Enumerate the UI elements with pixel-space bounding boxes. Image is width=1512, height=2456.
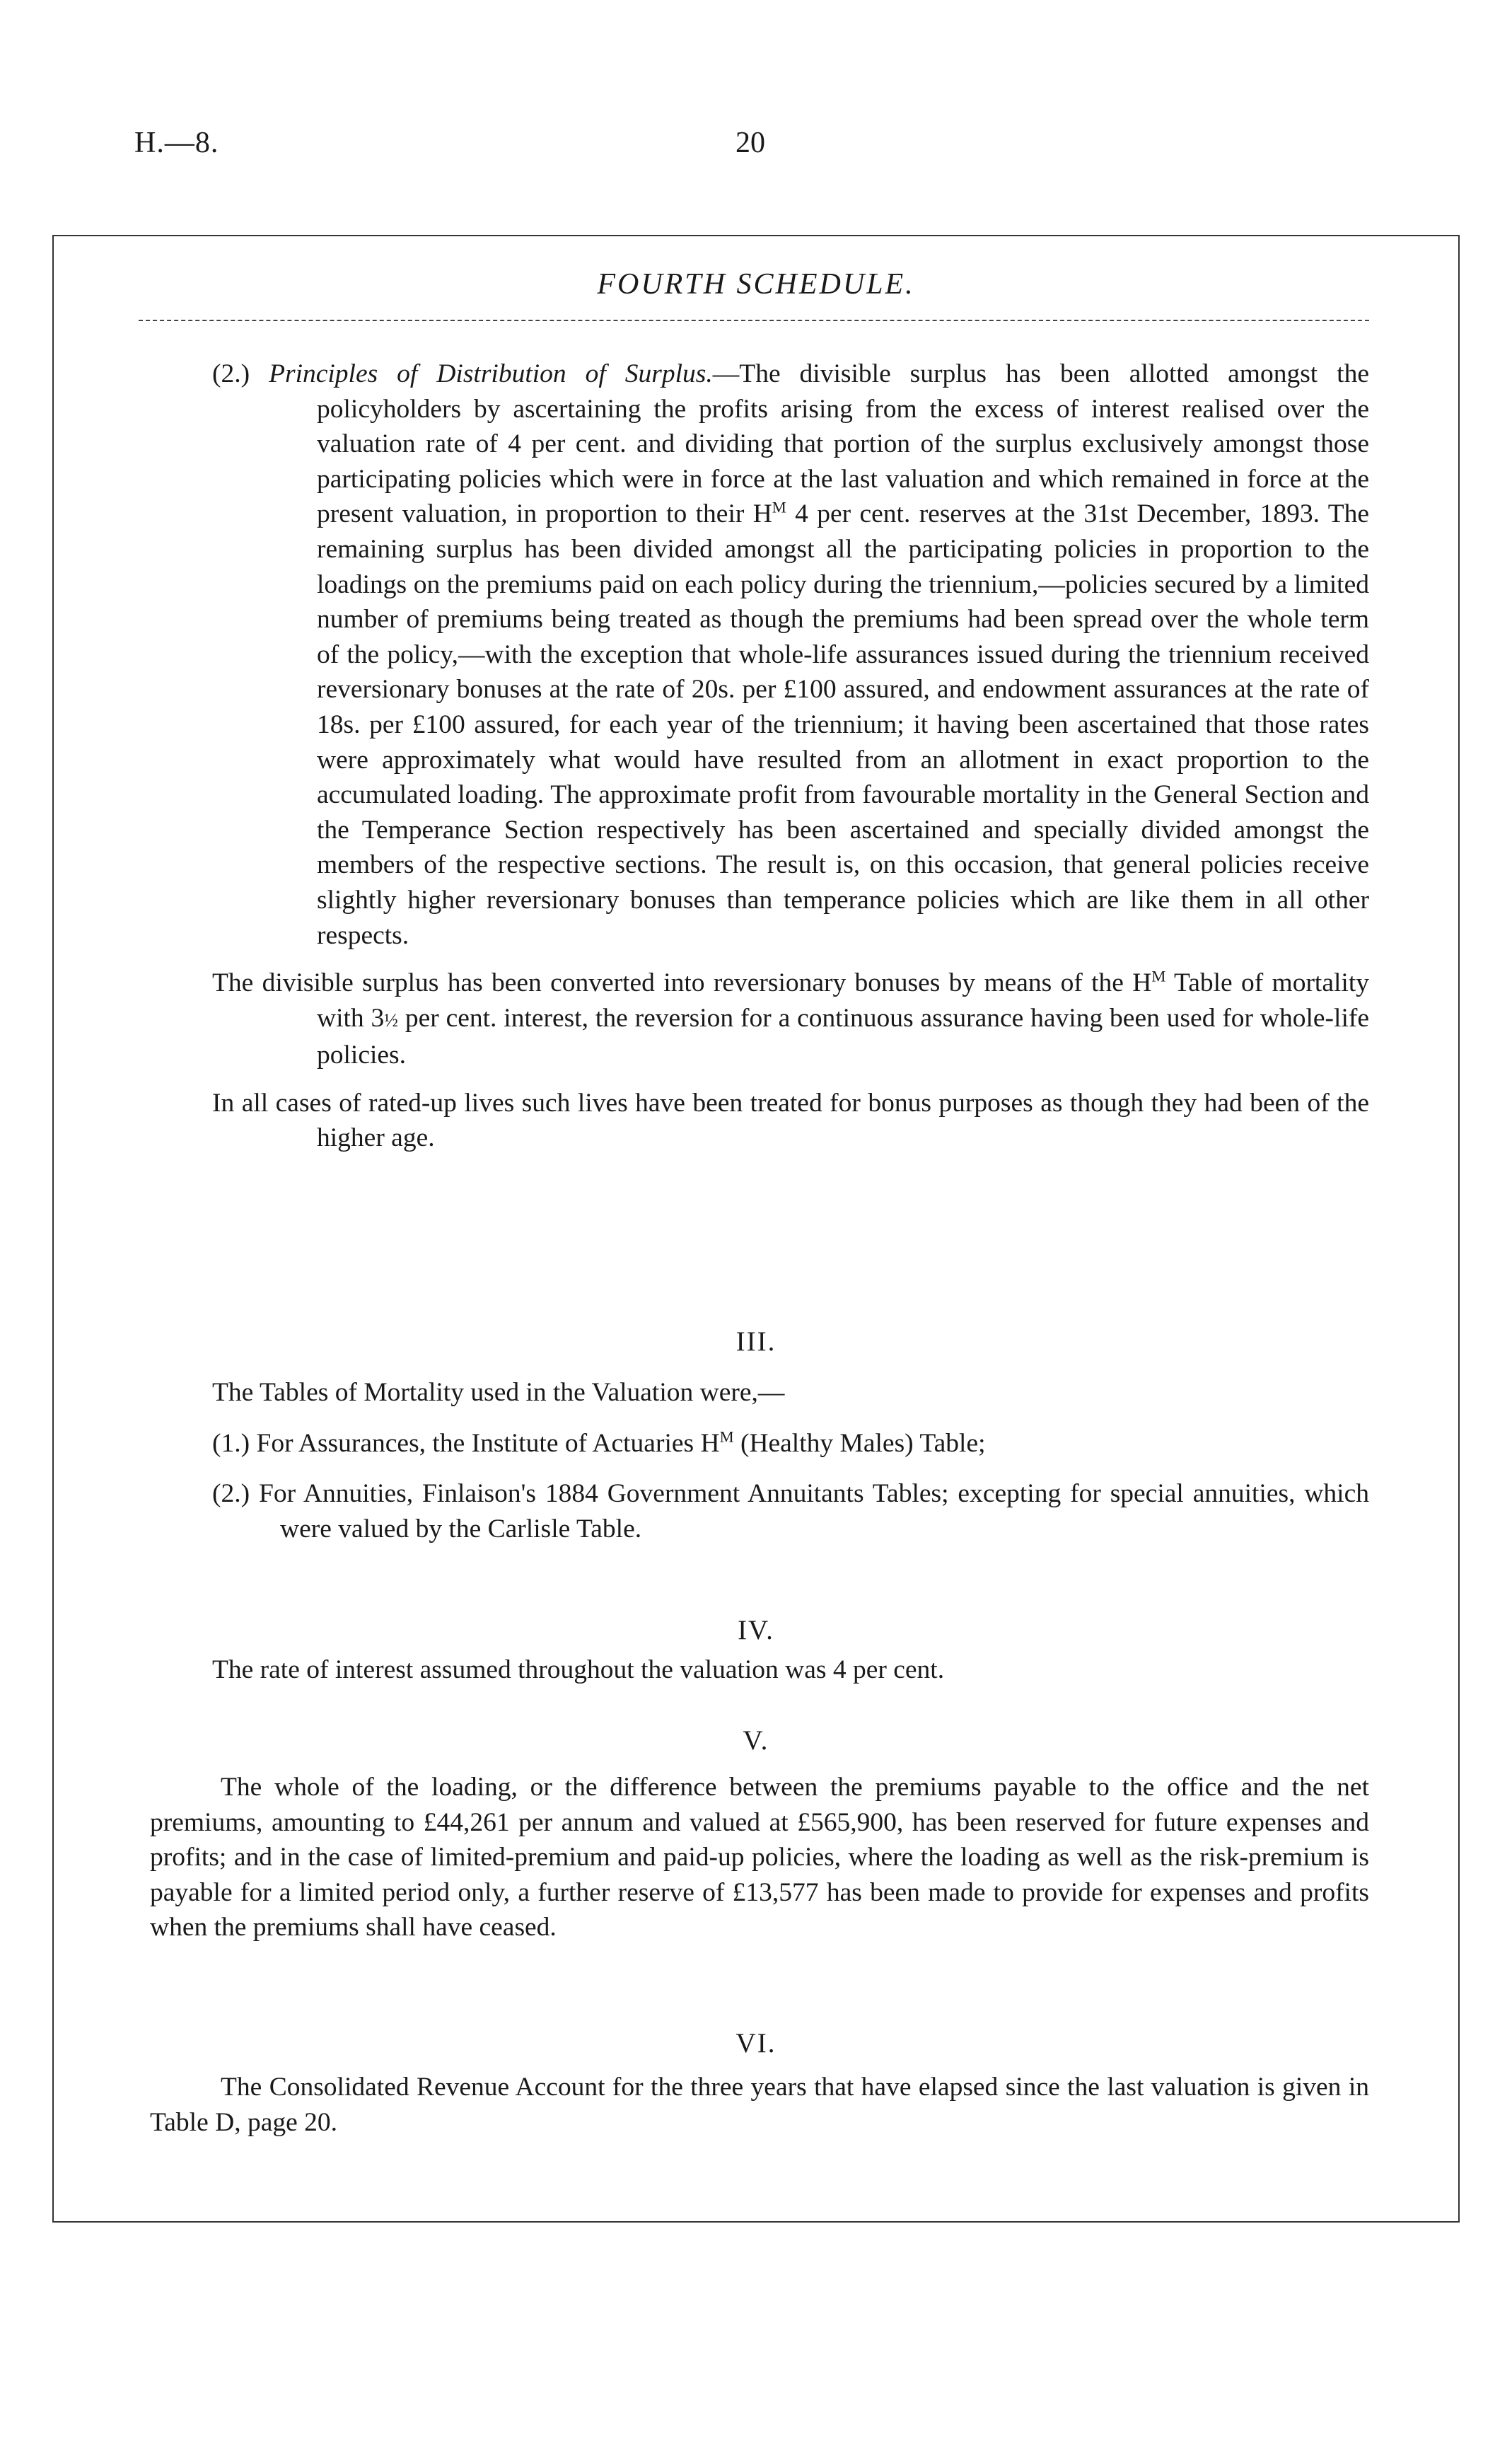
section-3-item-1-text-a: (1.) For Assurances, the Institute of Actuaries H bbox=[212, 1428, 720, 1458]
section-4-body bbox=[212, 1652, 1369, 1688]
principles-number: (2.) bbox=[212, 359, 250, 388]
principles-text-b: 4 per cent. reserves at the 31st December, 1893. The remaining surplus has been divided amongst all the participating policies in proportion to the loadings on the premiums paid on each policy during the triennium,—policies secured by a limited number of premiums being treated as though the premiums had been spread over the whole term of the policy,—with the exception that whole-life assurances issued during the triennium received reversionary bonuses at the rate of 20s. per £100 assured, and endowment assurances at the rate of 18s. per £100 assured, for each year of the triennium; it having been ascertained that those rates were approximately what would have resulted from an allotment in exact proportion to the accumulated loading. The approximate profit from favourable mortality in the General Section and the Temperance Section respectively has been ascertained and specially divided amongst the members of the respective sections. The result is, on this occasion, that general policies receive slightly higher reversionary bonuses than temperance policies which are like them in all other respects. bbox=[317, 499, 1369, 950]
principles-paragraph-2 bbox=[212, 966, 1369, 1073]
section-3-item-1-superscript: M bbox=[719, 1427, 734, 1446]
section-4-text: The rate of interest assumed throughout the valuation was 4 per cent. bbox=[212, 1655, 945, 1684]
section-5-body bbox=[150, 1770, 1369, 1945]
section-3-body bbox=[212, 1375, 1369, 1546]
section-3-intro: The Tables of Mortality used in the Valuation were,— bbox=[212, 1378, 785, 1407]
page-number: 20 bbox=[735, 127, 765, 159]
schedule-title: FOURTH SCHEDULE. bbox=[597, 268, 915, 301]
principles-para2-a: The divisible surplus has been converted into reversionary bonuses by means of the H bbox=[212, 968, 1152, 998]
section-5-heading: V. bbox=[743, 1725, 769, 1756]
principles-paragraph-1 bbox=[212, 357, 1369, 953]
principles-heading: Principles of Distribution of Surplus. bbox=[269, 359, 713, 388]
section-6-text: The Consolidated Revenue Account for the three years that have elapsed since the last valuation is given in Table D, page 20. bbox=[150, 2073, 1369, 2137]
principles-text-a: —The divisible surplus has been allotted amongst the policyholders by ascertaining the profits arising from the excess of interest realised over the valuation rate of 4 per cent. and dividing that portion of the surplus exclusively amongst those participating policies which were in force at the last valuation and which remained in force at the present valuation, in proportion to their H bbox=[317, 359, 1369, 529]
section-5-text: The whole of the loading, or the difference between the premiums payable to the office and the net premiums, amounting to £44,261 per annum and valued at £565,900, has been reserved for future expenses and profits; and in the case of limited-premium and paid-up policies, where the loading as well as the risk-premium is payable for a limited period only, a further reserve of £13,577 has been made to provide for expenses and profits when the premiums shall have ceased. bbox=[150, 1773, 1369, 1942]
page-reference: H.—8. bbox=[134, 127, 219, 159]
section-6-heading: VI. bbox=[735, 2028, 777, 2058]
section-3-item-1 bbox=[212, 1426, 1369, 1461]
title-divider bbox=[139, 320, 1369, 321]
section-6-body bbox=[150, 2070, 1369, 2140]
section-3-item-2: (2.) For Annuities, Finlaison's 1884 Government Annuitants Tables; excepting for special annuities, which were valued by the Carlisle Table. bbox=[212, 1479, 1369, 1543]
section-4-heading: IV. bbox=[738, 1615, 774, 1645]
principles-para2-superscript: M bbox=[1151, 967, 1166, 985]
principles-paragraph-3: In all cases of rated-up lives such lives have been treated for bonus purposes as though they had been of the higher age. bbox=[212, 1088, 1369, 1153]
principles-superscript: M bbox=[772, 498, 786, 516]
section-3-heading: III. bbox=[735, 1326, 777, 1357]
principles-section bbox=[212, 357, 1369, 1156]
section-3-item-1-text-b: (Healthy Males) Table; bbox=[733, 1428, 986, 1458]
principles-para2-fraction: ½ bbox=[384, 1009, 398, 1031]
principles-para2-b: Table of mortality with 3 bbox=[317, 968, 1370, 1033]
principles-para2-c: per cent. interest, the reversion for a continuous assurance having been used for whole-life policies. bbox=[317, 1003, 1370, 1070]
